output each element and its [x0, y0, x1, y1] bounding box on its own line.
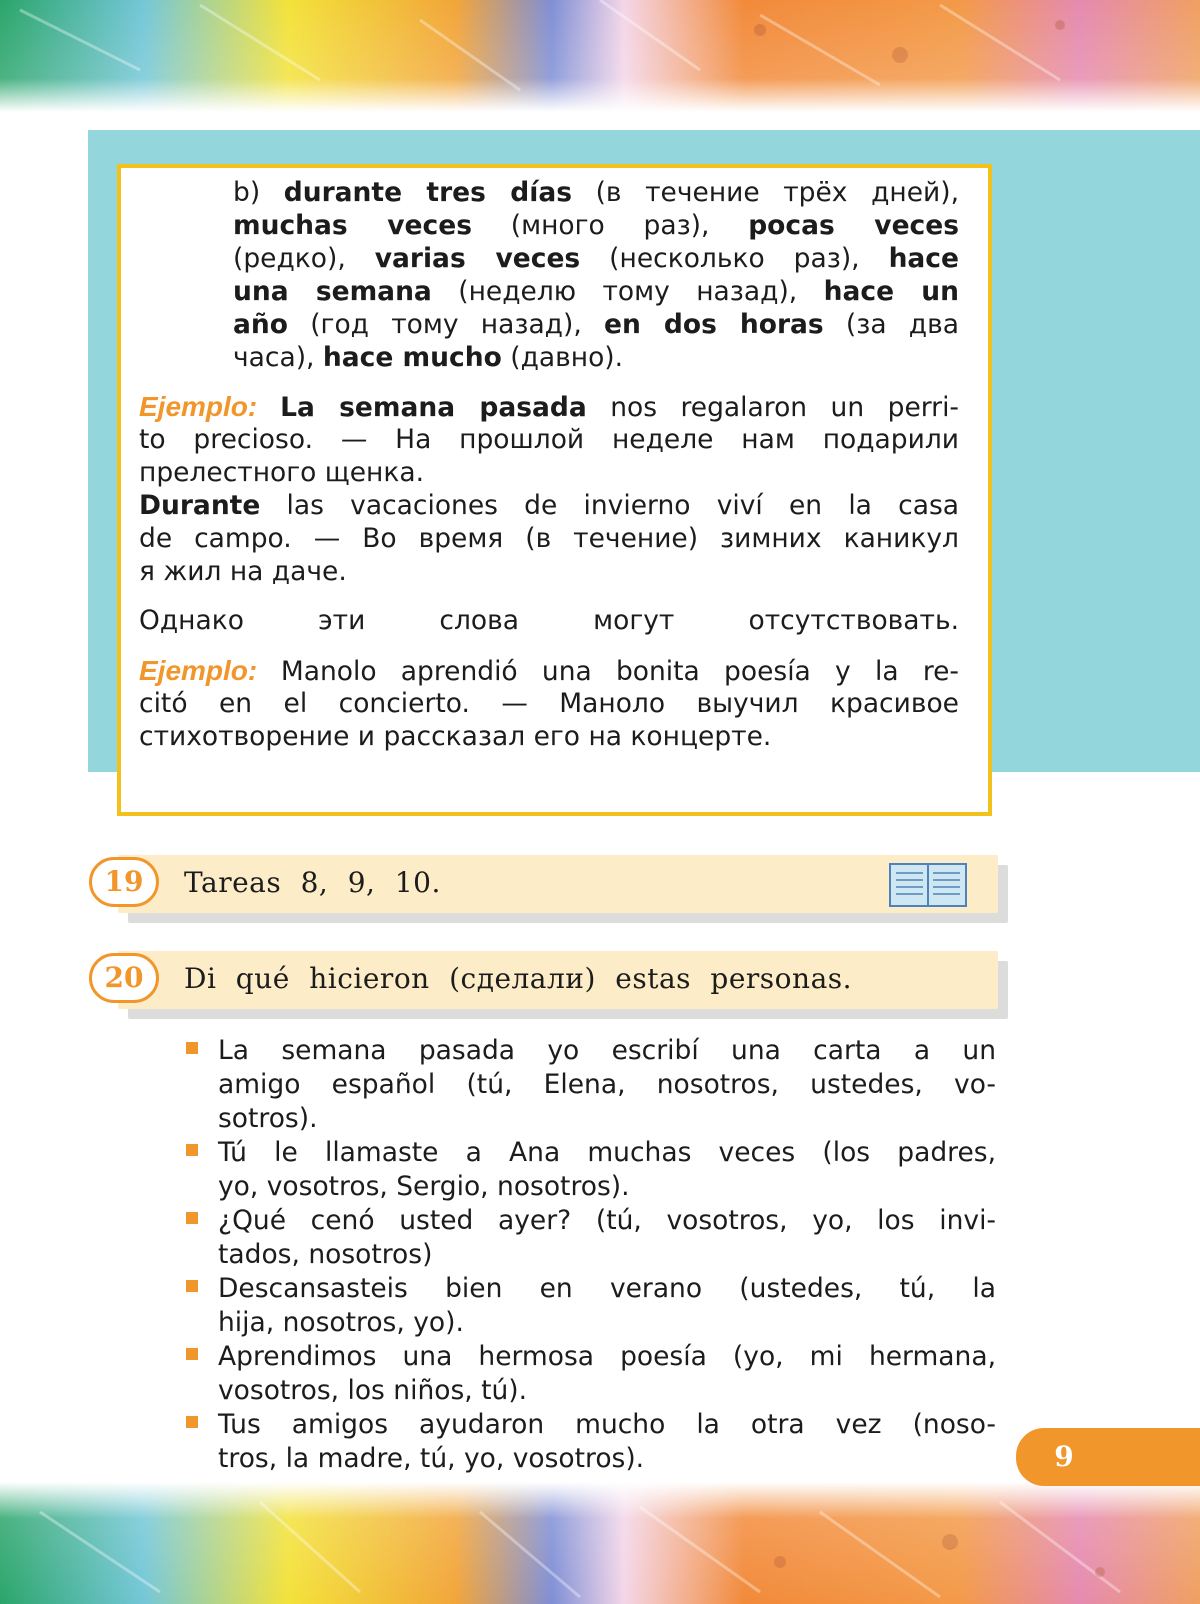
list-item-line: Descansasteis bien en verano (ustedes, tú, la [218, 1273, 996, 1304]
bullet-square-icon [186, 1280, 198, 1292]
rule-text: (год тому назад), [287, 309, 605, 340]
rule-line [139, 687, 959, 721]
rule-text: (за два [823, 309, 959, 340]
rule-text: (неделю тому назад), [431, 276, 824, 307]
task-19-text: Tareas 8, 9, 10. [184, 866, 441, 899]
rule-text: стихотворение и рассказал его на концерте. [139, 721, 772, 752]
rule-text: año [233, 309, 288, 340]
rule-text: nos regalaron un perri- [586, 392, 959, 423]
rule-text: muchas veces [233, 210, 472, 241]
rule-text: Manolo aprendió una bonita poesía y la re- [280, 656, 959, 687]
rule-text: Durante [139, 490, 261, 521]
list-item-line: yo, vosotros, Sergio, nosotros). [218, 1171, 630, 1202]
rule-text: (в течение трёх дней), [572, 177, 960, 208]
rule-text: una semana [233, 276, 432, 307]
list-item [184, 1136, 996, 1204]
rule-text: (много раз), [471, 210, 749, 241]
list-item [184, 1272, 996, 1340]
rule-text: de campo. — Во время (в течение) зимних каникул [139, 523, 959, 554]
rule-text: прелестного щенка. [139, 457, 425, 488]
bullet-square-icon [186, 1042, 198, 1054]
list-item-line: tados, nosotros) [218, 1239, 433, 1270]
list-item-line: Tú le llamaste a Ana muchas veces (los padres, [218, 1137, 996, 1168]
rule-text: я жил на даче. [139, 556, 347, 587]
rule-text: to precioso. — На прошлой неделе нам подарили [139, 424, 959, 455]
rule-line [233, 209, 959, 243]
rule-text: hace [888, 243, 959, 274]
rule-text: b) [233, 177, 284, 208]
list-item-line: hija, nosotros, yo). [218, 1307, 464, 1338]
list-item-line: Aprendimos una hermosa poesía (yo, mi hermana, [218, 1341, 996, 1372]
rule-text: (несколько раз), [580, 243, 889, 274]
list-item-line: tros, la madre, tú, yo, vosotros). [218, 1443, 645, 1474]
rule-line [139, 456, 959, 490]
task-20-text: Di qué hicieron (сделали) estas personas. [184, 962, 853, 995]
list-item-line: sotros). [218, 1103, 318, 1134]
rule-line [139, 522, 959, 556]
list-item-line: vosotros, los niños, tú). [218, 1375, 528, 1406]
rule-text: hace un [823, 276, 959, 307]
list-item [184, 1408, 996, 1476]
list-item [184, 1340, 996, 1408]
bullet-square-icon [186, 1416, 198, 1428]
list-item [184, 1204, 996, 1272]
rule-text: часа), [233, 342, 323, 373]
rule-text: durante tres días [283, 177, 572, 208]
rule-line [233, 308, 959, 342]
task-20-number: 20 [89, 953, 159, 1003]
task-19-number: 19 [89, 857, 159, 907]
list-item-line: La semana pasada yo escribí una carta a un [218, 1035, 996, 1066]
rule-text: La semana pasada [280, 392, 587, 423]
list-item [184, 1034, 996, 1136]
list-item-line: ¿Qué cenó usted ayer? (tú, vosotros, yo, los invi- [218, 1205, 996, 1236]
rule-text: en dos horas [604, 309, 824, 340]
exercise-bullet-list [184, 1034, 996, 1476]
bullet-square-icon [186, 1144, 198, 1156]
workbook-icon [888, 860, 968, 910]
rule-text: las vacaciones de invierno viví en la casa [260, 490, 959, 521]
decorative-crayon-border-bottom [0, 1482, 1200, 1604]
rule-line [139, 489, 959, 523]
rule-line [139, 390, 959, 425]
grammar-rule-box [117, 164, 992, 816]
list-item-line: amigo español (tú, Elena, nosotros, ustedes, vo- [218, 1069, 996, 1100]
example-label: Ejemplo: [139, 391, 281, 422]
rule-text: hace mucho [322, 342, 502, 373]
rule-line [139, 423, 959, 457]
rule-text: pocas veces [748, 210, 959, 241]
list-item-line: Tus amigos ayudaron mucho la otra vez (noso- [218, 1409, 996, 1440]
rule-line [233, 341, 959, 375]
decorative-crayon-border-top [0, 0, 1200, 112]
rule-line [233, 242, 959, 276]
rule-line [139, 654, 959, 689]
rule-text: citó en el concierto. — Маноло выучил красивое [139, 688, 959, 719]
rule-line [233, 176, 959, 210]
rule-line [139, 720, 959, 754]
bullet-square-icon [186, 1348, 198, 1360]
bullet-square-icon [186, 1212, 198, 1224]
rule-text: (редко), [233, 243, 375, 274]
rule-text: (давно). [501, 342, 624, 373]
rule-line [233, 275, 959, 309]
page-number: 9 [1054, 1440, 1074, 1473]
rule-text: varias veces [374, 243, 581, 274]
rule-note: Однако эти слова могут отсутствовать. [139, 605, 959, 636]
rule-line [139, 555, 959, 589]
example-label: Ejemplo: [139, 655, 281, 686]
